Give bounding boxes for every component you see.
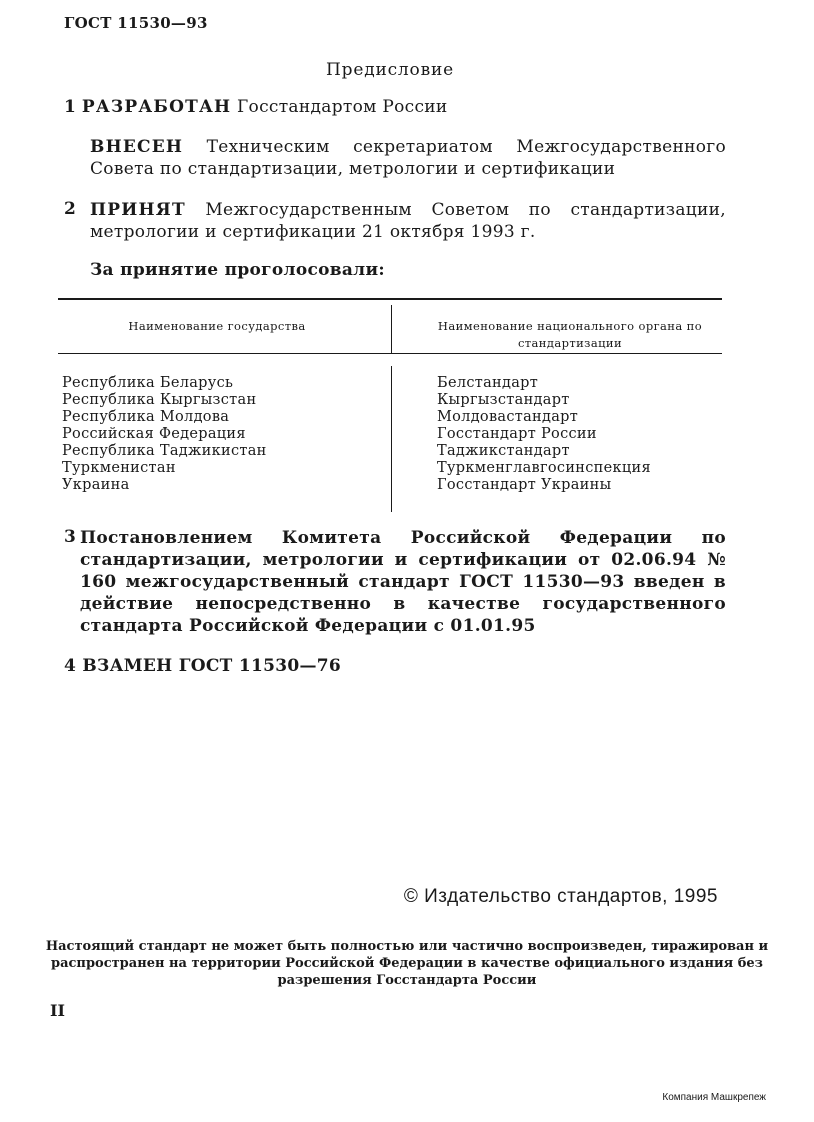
table-cell-state: Туркменистан: [62, 460, 176, 476]
table-cell-state: Республика Молдова: [62, 409, 230, 425]
table-cell-state: Российская Федерация: [62, 426, 246, 442]
item-2-text: Межгосударственным Советом по стандартизации, метрологии и сертификации 21 октября 1993 г.: [90, 200, 726, 242]
item-2-number: 2: [64, 199, 76, 219]
item-2: [90, 199, 726, 243]
table-column-states: [62, 375, 267, 494]
table-cell-state: Украина: [62, 477, 130, 493]
item-1-keyword: РАЗРАБОТАН: [81, 97, 232, 117]
item-1: [64, 96, 448, 118]
item-2-keyword: ПРИНЯТ: [90, 200, 186, 220]
item-1-text: Госстандартом России: [237, 97, 448, 117]
table-cell-state: Республика Кыргызстан: [62, 392, 257, 408]
vote-label: За принятие проголосовали:: [90, 260, 385, 280]
table-column-bodies: [437, 375, 651, 494]
company-watermark: Компания Машкрепеж: [662, 1092, 766, 1103]
table-cell-state: Республика Таджикистан: [62, 443, 267, 459]
submitted-block: [90, 136, 726, 180]
reproduction-notice: Настоящий стандарт не может быть полностью или частично воспроизведен, тиражирован и распространен на территории Российской Федерации в качестве официального издания без разрешения Госстандарта России: [45, 939, 769, 988]
item-4: [64, 655, 341, 677]
table-cell-body: Госстандарт России: [437, 426, 597, 442]
submitted-text: Техническим секретариатом Межгосударственного Совета по стандартизации, метрологии и сертификации: [90, 137, 726, 179]
item-3-text: Постановлением Комитета Российской Федерации по стандартизации, метрологии и сертификации от 02.06.94 № 160 межгосударственный стандарт ГОСТ 11530—93 введен в действие непосредственно в качестве государственного стандарта Российской Федерации с 01.01.95: [80, 528, 726, 636]
item-4-number: 4: [64, 656, 77, 676]
table-body-divider: [391, 366, 392, 512]
table-cell-state: Республика Беларусь: [62, 375, 234, 391]
table-cell-body: Таджикстандарт: [437, 443, 570, 459]
item-4-text: ВЗАМЕН ГОСТ 11530—76: [82, 656, 342, 676]
table-top-rule: [58, 298, 722, 300]
document-code-header: ГОСТ 11530—93: [64, 14, 208, 32]
item-3-number: 3: [64, 527, 76, 547]
copyright: © Издательство стандартов, 1995: [403, 886, 718, 907]
table-header-rule: [58, 353, 722, 354]
table-cell-body: Молдовастандарт: [437, 409, 579, 425]
table-header-divider: [391, 305, 392, 353]
table-cell-body: Белстандарт: [437, 375, 539, 391]
table-header-body: Наименование национального органа по стандартизации: [437, 319, 703, 350]
table-header-state: Наименование государства: [128, 319, 306, 333]
table-cell-body: Кыргызстандарт: [437, 392, 570, 408]
foreword-title: Предисловие: [326, 60, 454, 80]
table-cell-body: Госстандарт Украины: [437, 477, 612, 493]
page-number: II: [50, 1001, 65, 1020]
submitted-keyword: ВНЕСЕН: [90, 137, 184, 157]
item-1-number: 1: [64, 97, 77, 117]
table-cell-body: Туркменглавгосинспекция: [437, 460, 651, 476]
